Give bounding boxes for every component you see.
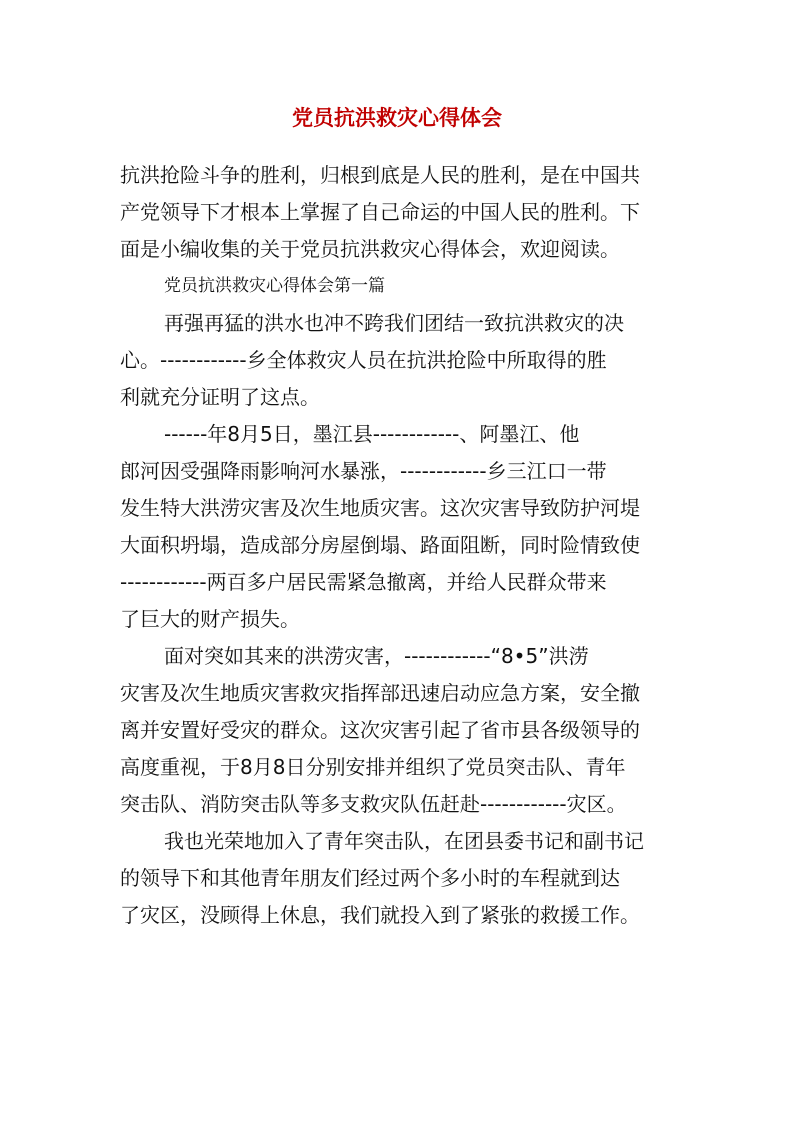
paragraph-line: 再强再猛的洪水也冲不跨我们团结一致抗洪救灾的决 xyxy=(164,311,624,335)
document-title: 党员抗洪救灾心得体会 xyxy=(292,105,502,130)
paragraph-line: 郎河因受强降雨影响河水暴涨，------------乡三江口一带 xyxy=(120,459,607,483)
paragraph-line: 面是小编收集的关于党员抗洪救灾心得体会，欢迎阅读。 xyxy=(120,237,620,261)
paragraph-line: 了灾区，没顾得上休息，我们就投入到了紧张的救援工作。 xyxy=(120,903,640,927)
paragraph-line: 离并安置好受灾的群众。这次灾害引起了省市县各级领导的 xyxy=(120,718,640,742)
paragraph-line: 突击队、消防突击队等多支救灾队伍赶赴------------灾区。 xyxy=(120,792,627,816)
paragraph-line: 心。------------乡全体救灾人员在抗洪抢险中所取得的胜 xyxy=(120,348,607,372)
paragraph-line: 的领导下和其他青年朋友们经过两个多小时的车程就到达 xyxy=(120,866,620,890)
paragraph-line: 抗洪抢险斗争的胜利，归根到底是人民的胜利，是在中国共 xyxy=(120,163,640,187)
paragraph-line: 了巨大的财产损失。 xyxy=(120,607,300,631)
section-heading: 党员抗洪救灾心得体会第一篇 xyxy=(164,276,385,296)
paragraph-line: ------年8月5日，墨江县------------、阿墨江、他 xyxy=(164,422,580,446)
paragraph-line: 高度重视，于8月8日分别安排并组织了党员突击队、青年 xyxy=(120,755,626,779)
paragraph-line: 利就充分证明了这点。 xyxy=(120,385,320,409)
paragraph-line: 我也光荣地加入了青年突击队，在团县委书记和副书记 xyxy=(164,829,644,853)
paragraph-line: ------------两百多户居民需紧急撤离，并给人民群众带来 xyxy=(120,570,607,594)
paragraph-line: 灾害及次生地质灾害救灾指挥部迅速启动应急方案，安全撤 xyxy=(120,681,640,705)
paragraph-line: 面对突如其来的洪涝灾害，------------“8•5”洪涝 xyxy=(164,644,589,668)
document-body xyxy=(120,157,680,934)
paragraph-line: 产党领导下才根本上掌握了自己命运的中国人民的胜利。下 xyxy=(120,200,640,224)
paragraph-line: 发生特大洪涝灾害及次生地质灾害。这次灾害导致防护河堤 xyxy=(120,496,640,520)
paragraph-line: 大面积坍塌，造成部分房屋倒塌、路面阻断，同时险情致使 xyxy=(120,533,640,557)
